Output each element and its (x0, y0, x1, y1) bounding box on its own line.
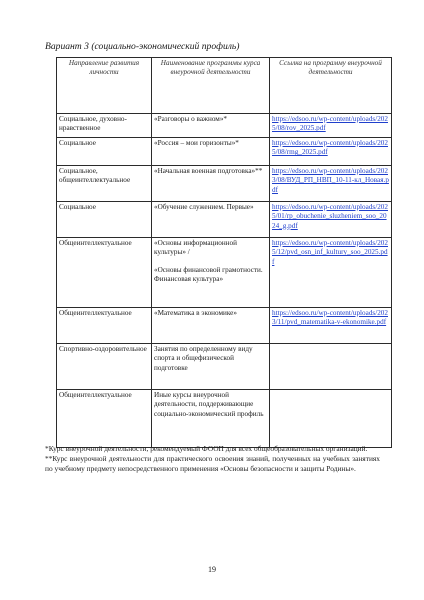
direction-cell: Социальное, общеинтеллектуальное (57, 166, 152, 202)
program-link[interactable]: https://edsoo.ru/wp-content/uploads/2023/08/ВУД_РП_НВП_10-11-кл_Новая.pdf (272, 167, 389, 194)
program-link[interactable]: https://edsoo.ru/wp-content/uploads/2025/08/rov_2025.pdf (272, 115, 388, 133)
course-name: «Начальная военная подготовка»** (154, 167, 263, 175)
table-row (57, 114, 392, 138)
course-spacer (154, 258, 267, 266)
link-cell (270, 138, 392, 166)
link-cell (270, 202, 392, 238)
program-link[interactable]: https://edsoo.ru/wp-content/uploads/2025/12/pvd_osn_inf_kultury_soo_2025.pdf (272, 239, 388, 266)
course-cell (152, 238, 270, 308)
program-link[interactable]: https://edsoo.ru/wp-content/uploads/2025/01/rp_obuchenie_sluzheniem_soo_2024_g.pdf (272, 203, 388, 230)
program-link[interactable]: https://edsoo.ru/wp-content/uploads/2023/11/pvd_matematika-v-ekonomike.pdf (272, 309, 388, 327)
direction-cell: Общеинтеллектуальное (57, 308, 152, 344)
link-cell (270, 308, 392, 344)
course-name: «Математика в экономике» (154, 309, 237, 317)
table-row (57, 138, 392, 166)
header-course: Наименование программы курса внеурочной деятельности (152, 58, 270, 114)
link-cell-empty (270, 344, 392, 390)
direction-cell: Общеинтеллектуальное (57, 390, 152, 448)
table-row (57, 308, 392, 344)
course-cell (152, 308, 270, 344)
course-name: «Обучение служением. Первые» (154, 203, 254, 211)
table-row (57, 238, 392, 308)
course-name: «Разговоры о важном»* (154, 115, 228, 123)
table-row (57, 390, 392, 448)
course-cell (152, 344, 270, 390)
program-link[interactable]: https://edsoo.ru/wp-content/uploads/2025/08/rmg_2025.pdf (272, 139, 388, 157)
course-cell (152, 114, 270, 138)
header-direction: Направление развития личности (57, 58, 152, 114)
table-row (57, 344, 392, 390)
direction-cell: Общеинтеллектуальное (57, 238, 152, 308)
course-name: «Россия – мои горизонты»* (154, 139, 239, 147)
course-cell (152, 166, 270, 202)
link-cell (270, 114, 392, 138)
link-cell (270, 238, 392, 308)
direction-cell: Социальное (57, 138, 152, 166)
table-row (57, 166, 392, 202)
link-cell-empty (270, 390, 392, 448)
footnote-1: *Курс внеурочной деятельности, рекомендуемый ФООП для всех общеобразовательных организаций. (45, 444, 368, 453)
course-name: Иные курсы внеурочной деятельности, поддерживающие социально-экономический профиль (154, 391, 264, 418)
table-row (57, 202, 392, 238)
extracurricular-table (56, 57, 392, 448)
course-name: «Основы информационной культуры» / (154, 239, 237, 257)
footnotes (45, 444, 380, 475)
course-cell (152, 202, 270, 238)
direction-cell: Спортивно-оздоровительное (57, 344, 152, 390)
course-name: Занятия по определенному виду спорта и общефизической подготовке (154, 345, 253, 372)
direction-cell: Социальное, духовно-нравственное (57, 114, 152, 138)
course-name: «Основы финансовой грамотности. Финансовая культура» (154, 265, 263, 283)
link-cell (270, 166, 392, 202)
course-cell (152, 390, 270, 448)
table-header-row (57, 58, 392, 114)
direction-cell: Социальное (57, 202, 152, 238)
course-cell (152, 138, 270, 166)
footnote-2: **Курс внеурочной деятельности для практического освоения знаний, полученных на учебных занятиях по учебному предмету непосредственного применения «Основы безопасности и защиты Родины». (45, 454, 380, 474)
section-heading: Вариант 3 (социально-экономический профиль) (45, 41, 240, 52)
page-number: 19 (208, 565, 216, 574)
header-link: Ссылка на программу внеурочной деятельности (270, 58, 392, 114)
